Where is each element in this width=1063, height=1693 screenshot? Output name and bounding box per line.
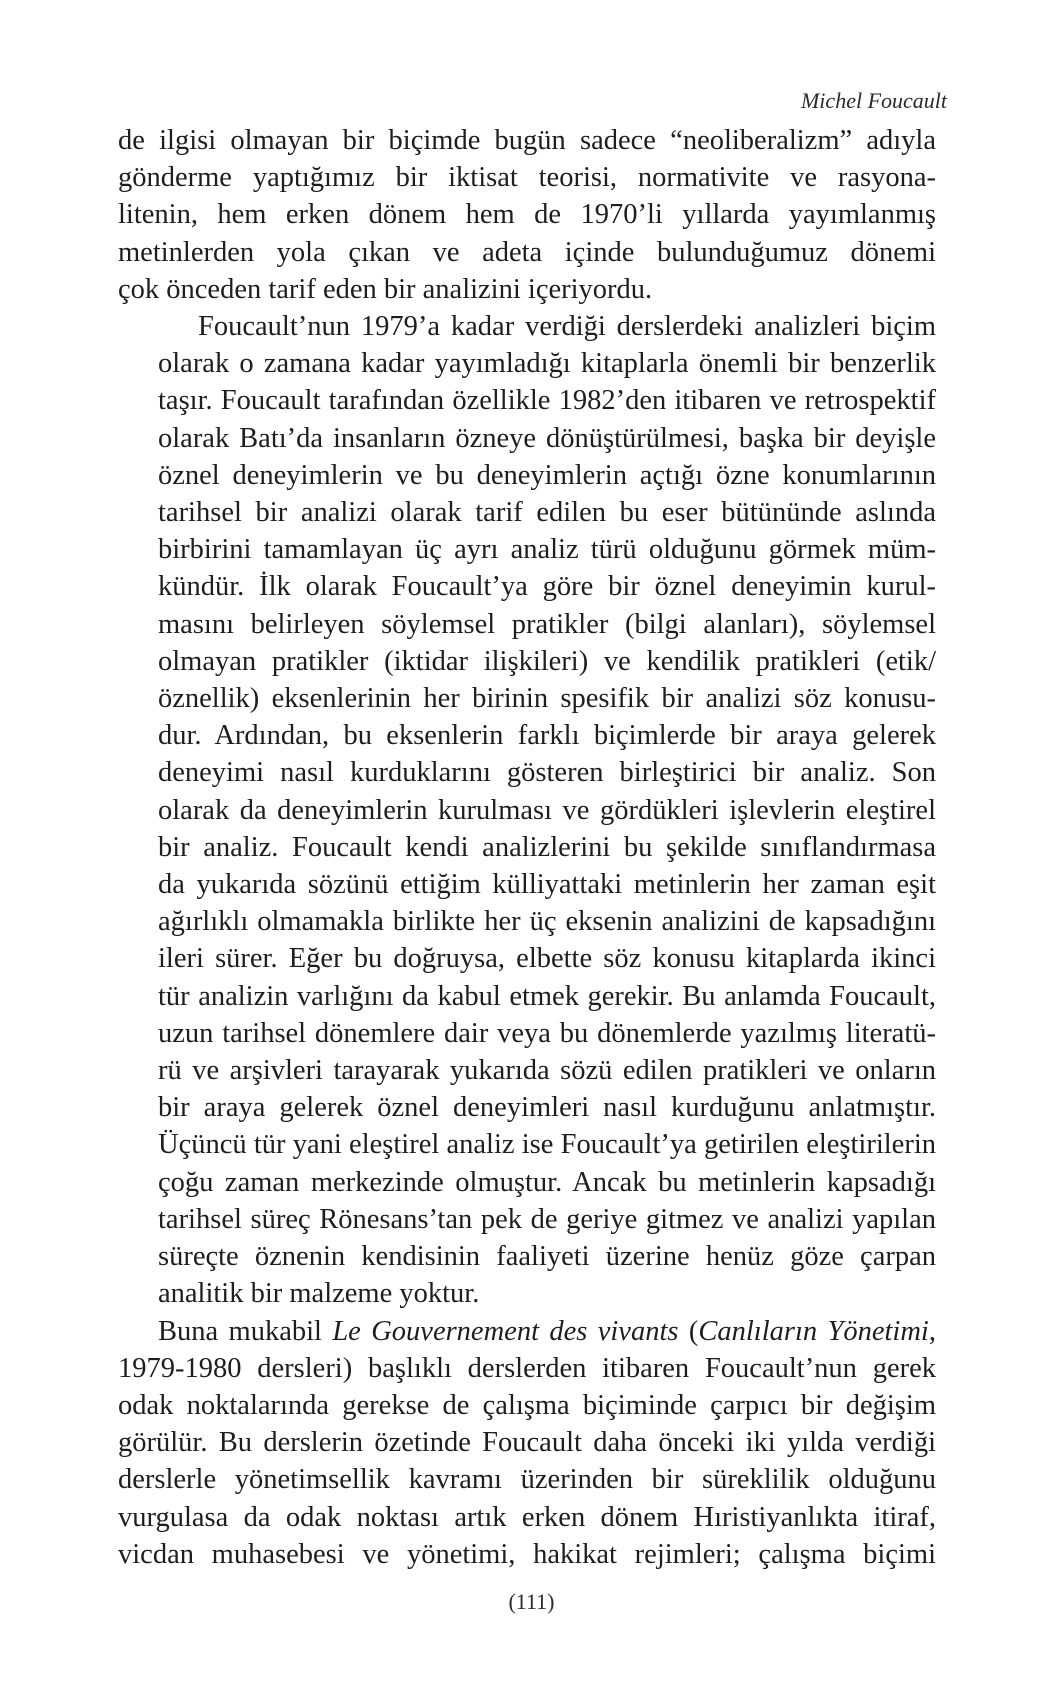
text-line: analitik bir malzeme yoktur. — [158, 1278, 480, 1310]
text-line: olarak o zamana kadar yayımladığı kitaplarla önemli bir benzerlik — [158, 348, 936, 380]
text-line: bir araya gelerek öznel deneyimleri nasıl kurduğunu anlatmıştır. — [158, 1092, 936, 1124]
text-line: Foucault’nun 1979’a kadar verdiği derslerdeki analizleri biçim — [198, 311, 936, 343]
text-line: 1979-1980 dersleri) başlıklı derslerden itibaren Foucault’nun gerek — [118, 1352, 936, 1384]
text-span: , — [928, 1315, 936, 1347]
book-title-turkish: Canlıların Yönetimi — [698, 1315, 929, 1347]
text-line: dur. Ardından, bu eksenlerin farklı biçimlerde bir araya gelerek — [158, 720, 936, 752]
text-line: da yukarıda sözünü ettiğim külliyattaki metinlerin her zaman eşit — [158, 869, 936, 901]
text-line: litenin, hem erken dönem hem de 1970’li yıllarda yayımlanmış — [118, 199, 936, 231]
text-line: gönderme yaptığımız bir iktisat teorisi, normativite ve rasyona- — [118, 162, 936, 194]
text-line: ağırlıklı olmamakla birlikte her üç eksenin analizini de kapsadığını — [158, 906, 936, 938]
page-number: (111) — [508, 1589, 555, 1614]
text-line-with-titles — [118, 1313, 936, 1350]
text-line: tür analizin varlığını da kabul etmek gerekir. Bu anlamda Foucault, — [158, 980, 936, 1012]
body-text — [118, 122, 936, 1573]
paragraph-3 — [118, 1313, 936, 1573]
text-span: Buna mukabil — [158, 1315, 333, 1347]
text-line: uzun tarihsel dönemlere dair veya bu dönemlerde yazılmış literatü- — [158, 1017, 936, 1049]
text-line: öznellik) eksenlerinin her birinin spesifik bir analizi söz konusu- — [158, 683, 936, 715]
running-head: Michel Foucault — [800, 88, 947, 113]
text-span: ( — [678, 1315, 699, 1347]
text-line: çoğu zaman merkezinde olmuştur. Ancak bu metinlerin kapsadığı — [158, 1166, 936, 1198]
text-line: de ilgisi olmayan bir biçimde bugün sadece “neoliberalizm” adıyla — [118, 125, 936, 156]
book-title-french: Le Gouvernement des vivants — [332, 1315, 679, 1347]
text-line: görülür. Bu derslerin özetinde Foucault daha önceki iki yılda verdiği — [118, 1427, 936, 1459]
text-line: kündür. İlk olarak Foucault’ya göre bir öznel deneyimin kurul- — [158, 571, 936, 603]
text-line: vurgulasa da odak noktası artık erken dönem Hıristiyanlıkta itiraf, — [118, 1501, 936, 1533]
text-line: tarihsel süreç Rönesans’tan pek de geriye gitmez ve analizi yapılan — [158, 1203, 936, 1235]
text-line: taşır. Foucault tarafından özellikle 1982’den itibaren ve retrospektif — [158, 385, 936, 417]
text-line: birbirini tamamlayan üç ayrı analiz türü olduğunu görmek müm- — [158, 534, 936, 566]
paragraph-2 — [118, 308, 936, 1312]
text-line: bir analiz. Foucault kendi analizlerini bu şekilde sınıflandırmasa — [158, 831, 936, 863]
text-line: rü ve arşivleri tarayarak yukarıda sözü edilen pratikleri ve onların — [158, 1055, 936, 1087]
text-line: tarihsel bir analizi olarak tarif edilen bu eser bütününde aslında — [158, 497, 936, 529]
text-line: olarak da deneyimlerin kurulması ve gördükleri işlevlerin eleştirel — [158, 794, 936, 826]
text-line: odak noktalarında gerekse de çalışma biçiminde çarpıcı bir değişim — [118, 1389, 936, 1421]
paragraph-1 — [118, 122, 936, 308]
text-line: Üçüncü tür yani eleştirel analiz ise Foucault’ya getirilen eleştirilerin — [158, 1129, 936, 1161]
text-line: vicdan muhasebesi ve yönetimi, hakikat rejimleri; çalışma biçimi — [118, 1538, 936, 1570]
text-line: süreçte öznenin kendisinin faaliyeti üzerine henüz göze çarpan — [158, 1241, 936, 1273]
text-line: deneyimi nasıl kurduklarını gösteren birleştirici bir analiz. Son — [158, 757, 936, 789]
text-line: metinlerden yola çıkan ve adeta içinde bulunduğumuz dönemi — [118, 236, 936, 268]
text-line: çok önceden tarif eden bir analizini içeriyordu. — [118, 273, 653, 305]
text-line: olarak Batı’da insanların özneye dönüştürülmesi, başka bir deyişle — [158, 422, 936, 454]
text-line: olmayan pratikler (iktidar ilişkileri) ve kendilik pratikleri (etik/ — [158, 645, 936, 677]
text-line: öznel deneyimlerin ve bu deneyimlerin açtığı özne konumlarının — [158, 459, 936, 491]
text-line: derslerle yönetimsellik kavramı üzerinden bir süreklilik olduğunu — [118, 1464, 936, 1496]
text-line: masını belirleyen söylemsel pratikler (bilgi alanları), söylemsel — [158, 608, 936, 640]
text-line: ileri sürer. Eğer bu doğruysa, elbette söz konusu kitaplarda ikinci — [158, 943, 936, 975]
